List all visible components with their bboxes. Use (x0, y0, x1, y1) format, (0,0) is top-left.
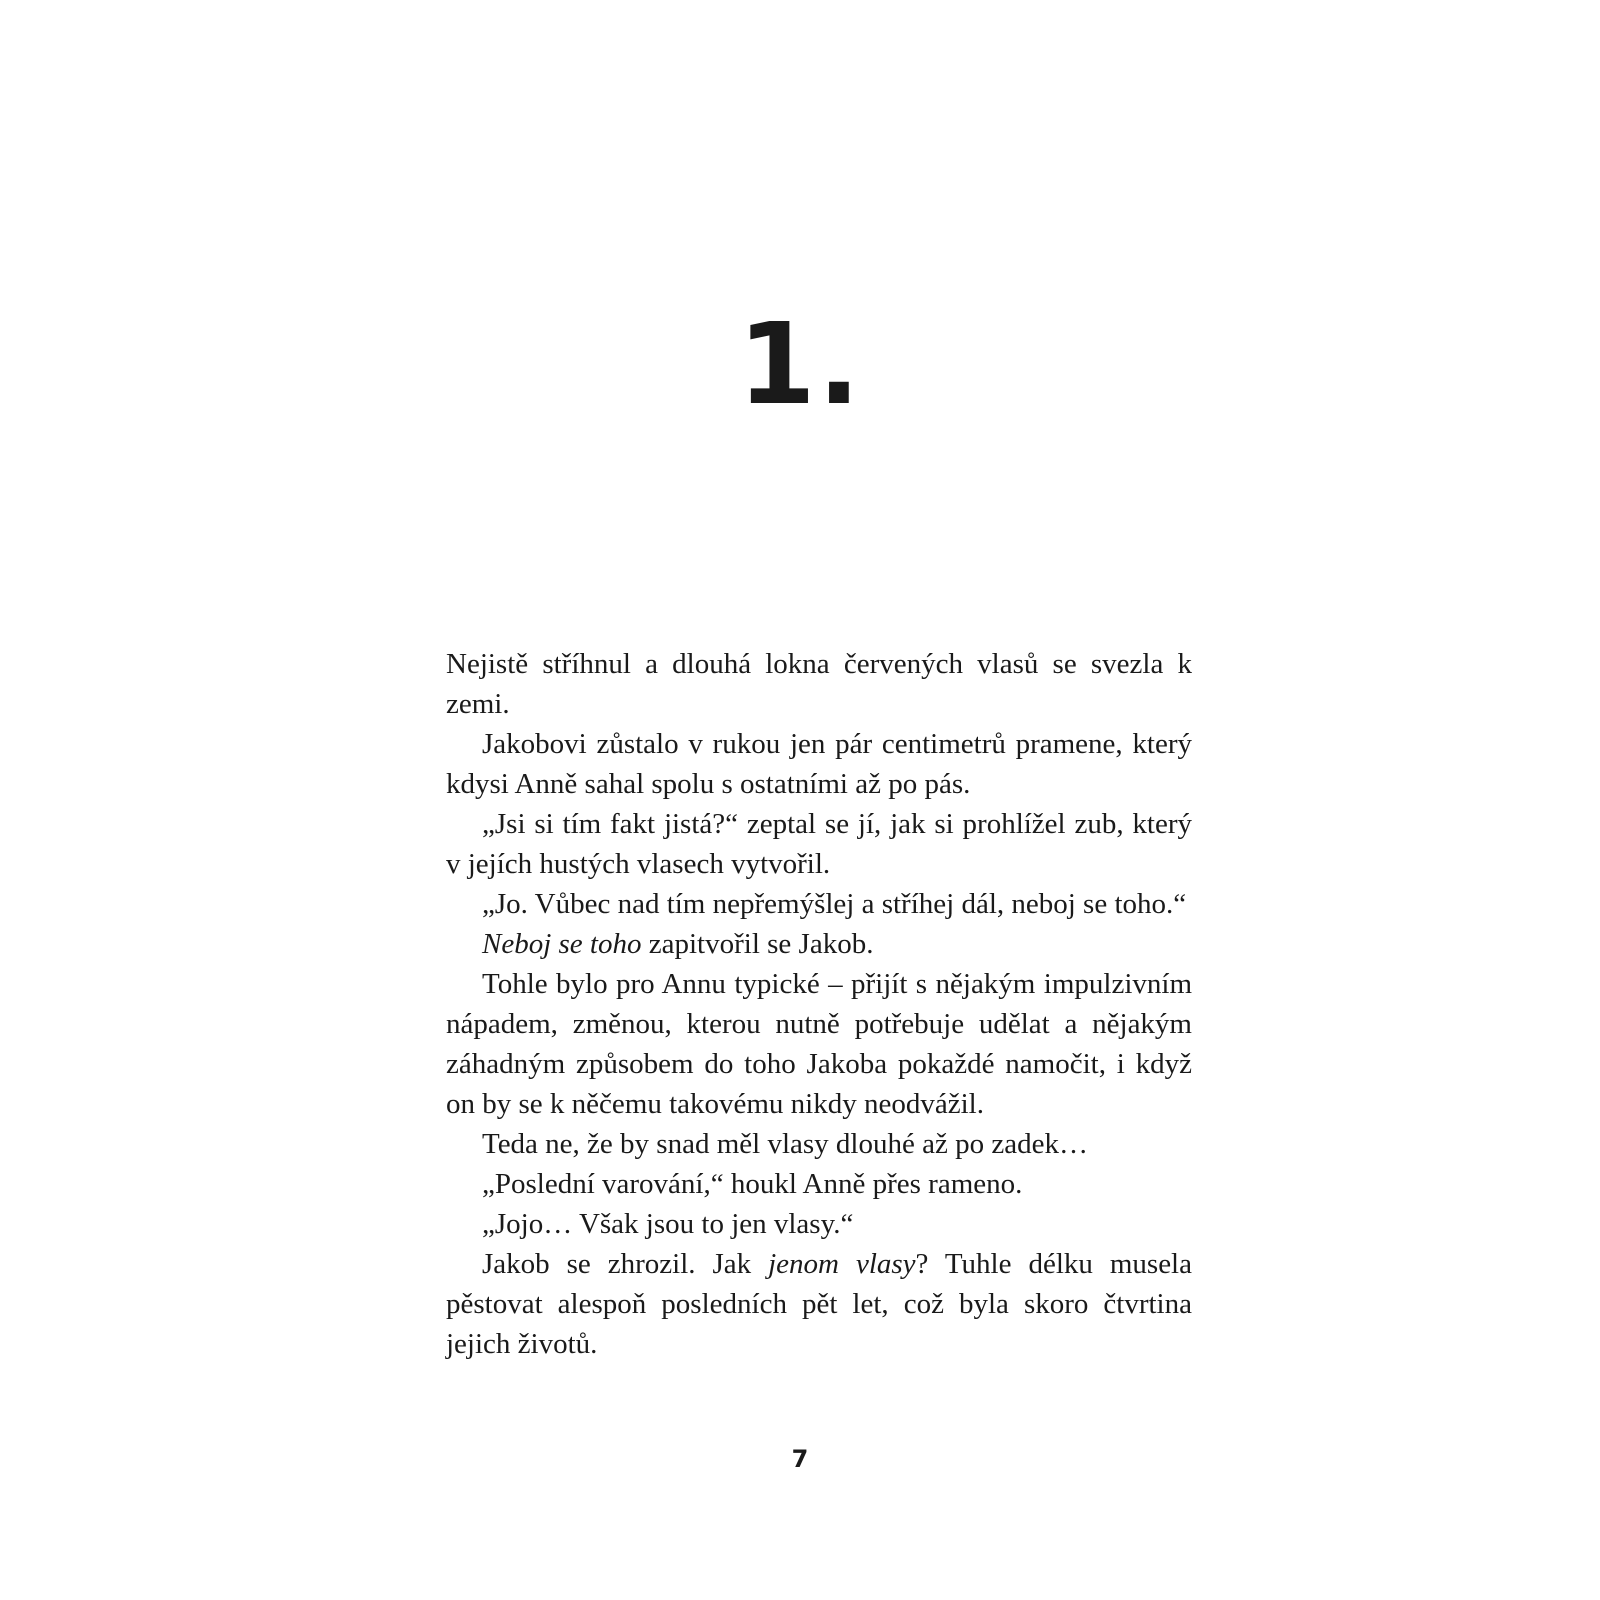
chapter-body-text (446, 644, 1192, 1364)
paragraph (446, 644, 1192, 724)
paragraph-text: „Jo. Vůbec nad tím nepřemýšlej a stříhej dál, neboj se toho.“ (482, 888, 1187, 920)
paragraph (446, 1164, 1192, 1204)
paragraph-text: Nejistě stříhnul a dlouhá lokna červených vlasů se svezla k zemi. (446, 648, 1192, 720)
paragraph (446, 884, 1192, 924)
paragraph-text: „Jsi si tím fakt jistá?“ zeptal se jí, jak si prohlížel zub, který v jejích hustých vlasech vytvořil. (446, 808, 1192, 880)
paragraph (446, 1204, 1192, 1244)
italic-text: Neboj se toho (482, 928, 642, 960)
paragraph (446, 964, 1192, 1124)
paragraph-text: Tohle bylo pro Annu typické – přijít s nějakým impulzivním nápadem, změnou, kterou nutně potřebuje udělat a nějakým záhadným způsobem do toho Jakoba pokaždé namočit, i když on by se k něčemu takovému nikdy neodvážil. (446, 968, 1192, 1120)
paragraph (446, 724, 1192, 804)
paragraph-text: Jakobovi zůstalo v rukou jen pár centimetrů pramene, který kdysi Anně sahal spolu s ostatními až po pás. (446, 728, 1192, 800)
italic-text: jenom vlasy (768, 1248, 916, 1280)
paragraph (446, 1124, 1192, 1164)
paragraph-text: zapitvořil se Jakob. (641, 928, 874, 960)
paragraph-text: „Jojo… Však jsou to jen vlasy.“ (482, 1208, 854, 1240)
paragraph (446, 1244, 1192, 1364)
paragraph-text: ? Tuhle délku musela pěstovat alespoň posledních pět let, což byla skoro čtvrtina jejich životů. (446, 1248, 1192, 1360)
paragraph (446, 804, 1192, 884)
paragraph (446, 924, 1192, 964)
chapter-number: 1. (737, 300, 863, 430)
paragraph-text: Jakob se zhrozil. Jak (482, 1248, 769, 1280)
paragraph-text: „Poslední varování,“ houkl Anně přes rameno. (482, 1168, 1023, 1200)
page-number: 7 (791, 1445, 809, 1473)
paragraph-text: Teda ne, že by snad měl vlasy dlouhé až po zadek… (482, 1128, 1088, 1160)
